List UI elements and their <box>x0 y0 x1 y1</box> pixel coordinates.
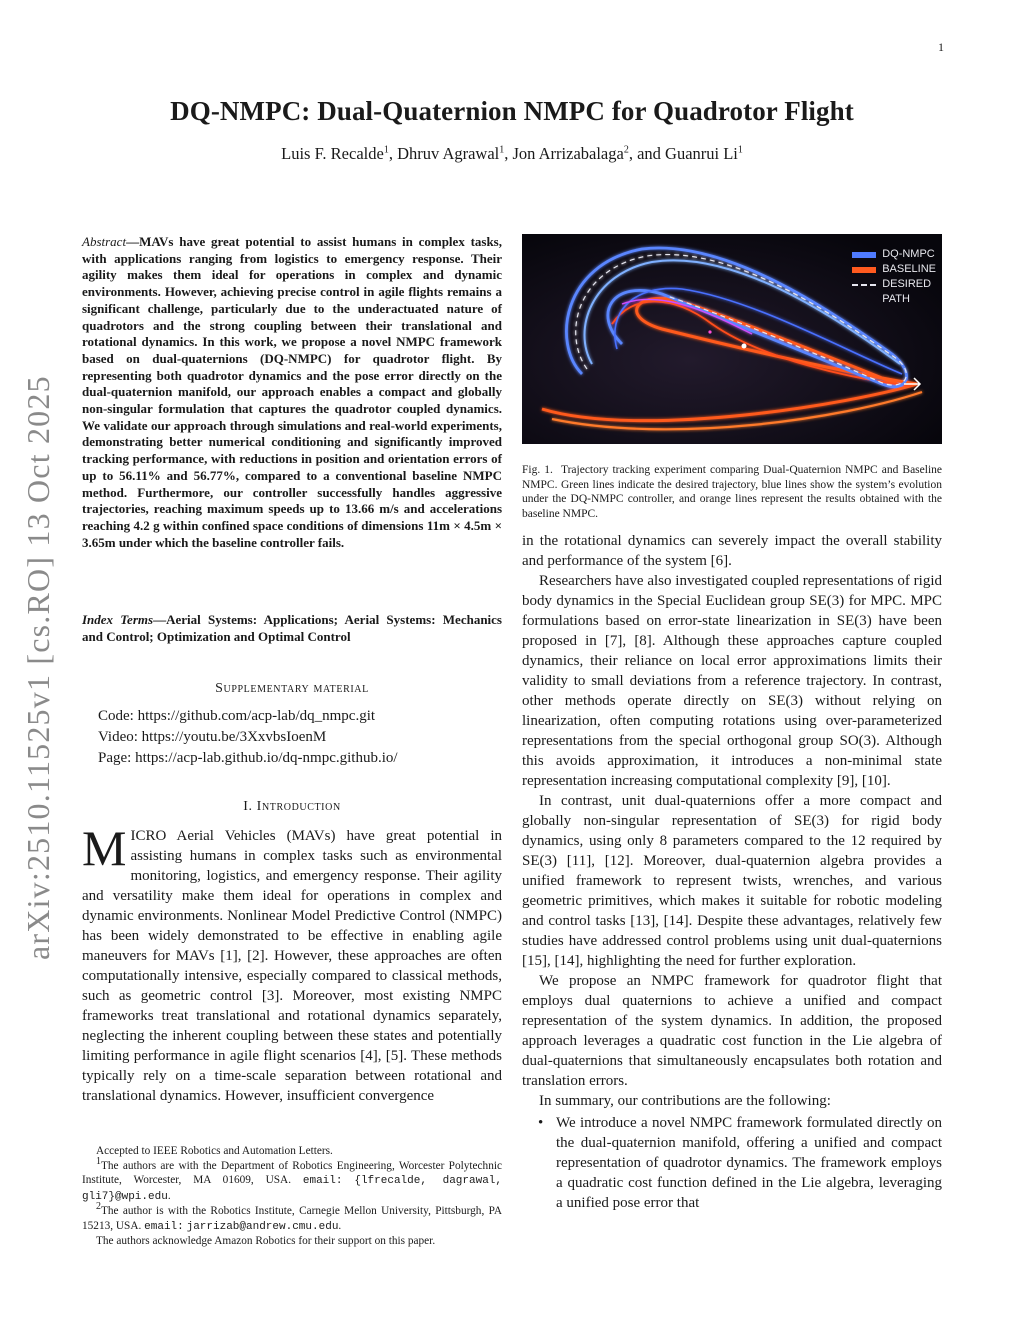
legend-label: DESIRED <box>882 278 932 290</box>
abstract <box>82 234 502 551</box>
contribution-list-item <box>522 1113 942 1213</box>
video-link[interactable]: Video: https://youtu.be/3XxvbsIoenM <box>98 729 327 745</box>
introduction-heading: I. Introduction <box>243 799 341 814</box>
legend-label: DQ-NMPC <box>882 248 935 260</box>
arxiv-stamp: arXiv:2510.11525v1 [cs.RO] 13 Oct 2025 <box>20 375 56 960</box>
paragraph: We propose an NMPC framework for quadrotor flight that employs dual quaternions to achieve a unified and compact representation of the system dynamics. In addition, the proposed approach leverages a quadratic cost function in the Lie algebra of dual-quaternions that simultaneously encapsulates both rotation and translation errors. <box>522 973 942 1089</box>
paragraph: Researchers have also investigated coupled representations of rigid body dynamics in the Special Euclidean group SE(3) for MPC. MPC formulations based on error-state linearization in SE(3) have been proposed in [7], [8]. Although these approaches capture coupled dynamics, their reliance on local error approximations limits their validity to small deviations from a reference trajectory. In contrast, other methods operate directly on SE(3) without relying on linearization, often computing rotations using over-parameterized representations from the special orthogonal group SO(3). Although this avoids approximation, it introduces a non-minimal state representation increasing computational complexity [9], [10]. <box>522 573 942 789</box>
introduction-text: ICRO Aerial Vehicles (MAVs) have great potential in assisting humans in complex tasks such as environmental monitoring, logistics, and emergency response. Their agility and versatility make them ideal for operations in complex and dynamic environments. Nonlinear Model Predictive Control (NMPC) has been widely demonstrated to be effective in enabling agile maneuvers for MAVs [1], [2]. However, these approaches are often computationally intensive, especially compared to classical methods, such as geometric control [3]. Moreover, most existing NMPC frameworks treat translational and rotational dynamics separately, neglecting the inherent coupling between these states and potentially limiting performance in agile flight scenarios [4], [5]. These methods typically rely on a time-scale separation between rotational and translational dynamics. However, insufficient convergence <box>82 828 502 1104</box>
email-label: email: <box>302 1175 343 1187</box>
page-link[interactable]: Page: https://acp-lab.github.io/dq-nmpc.github.io/ <box>98 750 398 766</box>
figure-caption <box>522 463 942 521</box>
footnotes <box>82 1144 502 1249</box>
email-address[interactable]: {lfrecalde, dagrawal, gli7}@wpi.edu <box>82 1175 502 1203</box>
index-terms-text: —Aerial Systems: Applications; Aerial Systems: Mechanics and Control; Optimization and Optimal Control <box>82 612 502 644</box>
code-link[interactable]: Code: https://github.com/acp-lab/dq_nmpc.git <box>98 708 376 724</box>
legend-item-path <box>852 292 936 307</box>
index-terms-label: Index Terms <box>82 612 154 627</box>
legend-label: PATH <box>882 293 910 305</box>
right-column-body <box>522 531 942 1213</box>
author-name: Luis F. Recalde <box>281 144 384 163</box>
contribution-text: We introduce a novel NMPC framework formulated directly on the dual-quaternion manifold, offering a unified and compact representation of quadrotor dynamics. The framework employs a quadratic cost function defined in the Lie algebra, leveraging a unified pose error that <box>556 1115 942 1211</box>
figure-legend <box>852 247 936 307</box>
legend-item-baseline <box>852 262 936 277</box>
light-marker <box>708 330 711 333</box>
footnote-1: $^1$The authors are with the Department of Robotics Engineering, Worcester Polytechnic Institute, Worcester, MA 01609, USA. email: {lfrecalde, dagrawal, gli7}@wpi.edu. <box>82 1155 502 1203</box>
drop-cap: M <box>82 820 127 876</box>
affiliation-mark: 2 <box>623 144 629 156</box>
affiliation-mark: 1 <box>737 144 743 156</box>
abstract-label: Abstract <box>82 234 127 249</box>
introduction-body <box>82 820 502 1106</box>
legend-swatch <box>852 284 876 286</box>
paper-title: DQ-NMPC: Dual-Quaternion NMPC for Quadrotor Flight <box>170 96 854 126</box>
page-number: 1 <box>938 40 944 54</box>
author-list <box>0 144 1024 164</box>
footnote-mark: 2 <box>96 1201 101 1213</box>
author-separator: , <box>504 144 513 163</box>
index-terms <box>82 612 502 645</box>
author-separator: , <box>388 144 398 163</box>
author-name: Jon Arrizabalaga <box>512 144 624 163</box>
bullet-icon: • <box>538 1115 544 1131</box>
author-separator: , and <box>628 144 666 163</box>
trajectory-figure <box>522 234 942 444</box>
abstract-text: —MAVs have great potential to assist humans in complex tasks, with applications ranging from logistics to emergency response. Their agility makes them ideal for operations in complex and dynamic environments. However, achieving precise control in agile flights remains a significant challenge, particularly due to the underactuated nature of quadrotors and the strong coupling between their translational and rotational dynamics. In this work, we propose a novel NMPC framework based on dual-quaternions (DQ-NMPC) for quadrotor flight. By representing both quadrotor dynamics and the pose error directly on the dual-quaternion manifold, our approach enables a compact and globally non-singular formulation that captures the quadrotor coupled dynamics. We validate our approach through simulations and real-world experiments, demonstrating better numerical conditioning and significantly improved tracking performance, with reductions in position and orientation errors of up to 56.11% and 56.77%, compared to a conventional baseline NMPC method. Furthermore, our controller successfully handles aggressive trajectories, reaching maximum speeds up to 13.66 m/s and accelerations reaching 4.2 g within confined space conditions of dimensions 11m × 4.5m × 3.65m under which the baseline controller fails. <box>82 234 502 550</box>
paragraph: In contrast, unit dual-quaternions offer a more compact and globally non-singular representation of SE(3) for rigid body dynamics, using only 8 parameters compared to the 12 required by SE(3) [11], [12]. Moreover, dual-quaternion algebra provides a unified framework to represent twists, wrenches, and various geometric primitives, which makes it suitable for robotic modeling and control tasks [13], [14]. Despite these advantages, relatively few studies have addressed control problems using unit dual-quaternions [15], [14], highlighting the need for further exploration. <box>522 793 942 969</box>
supplementary-heading: Supplementary material <box>215 681 369 696</box>
author-name: Guanrui Li <box>665 144 738 163</box>
email-label: email: <box>144 1220 184 1233</box>
email-address[interactable]: jarrizab@andrew.cmu.edu <box>186 1220 339 1233</box>
affiliation-mark: 1 <box>383 144 389 156</box>
paragraph: In summary, our contributions are the following: <box>539 1093 831 1109</box>
footnote-2: $^2$The author is with the Robotics Institute, Carnegie Mellon University, Pittsburgh, PA 15213, USA. email: jarrizab@andrew.cmu.edu. <box>82 1201 502 1233</box>
paragraph: in the rotational dynamics can severely impact the overall stability and performance of the system [6]. <box>522 533 942 569</box>
footnote-mark: 1 <box>96 1155 101 1167</box>
legend-item-dq-nmpc <box>852 247 936 262</box>
caption-label: Fig. 1. <box>522 464 553 476</box>
acknowledgement: The authors acknowledge Amazon Robotics for their support on this paper. <box>96 1235 436 1247</box>
legend-label: BASELINE <box>882 263 936 275</box>
acceptance-note: Accepted to IEEE Robotics and Automation Letters. <box>96 1145 333 1157</box>
legend-swatch <box>852 252 876 258</box>
footnote-text: The author is with the Robotics Institute, Carnegie Mellon University, Pittsburgh, PA 15213, USA. <box>82 1205 502 1232</box>
author-name: Dhruv Agrawal <box>397 144 500 163</box>
drone-marker <box>742 344 747 349</box>
footnote-text: The authors are with the Department of Robotics Engineering, Worcester Polytechnic Institute, Worcester, MA 01609, USA. <box>82 1159 502 1186</box>
supplementary-links <box>98 706 502 769</box>
legend-swatch <box>852 267 876 273</box>
caption-text: Trajectory tracking experiment comparing Dual-Quaternion NMPC and Baseline NMPC. Green lines indicate the desired trajectory, blue lines show the system’s evolution under the DQ-NMPC controller, and orange lines represent the results obtained with the baseline NMPC. <box>522 464 943 520</box>
legend-swatch-blank <box>852 297 876 303</box>
legend-item-desired <box>852 277 936 292</box>
affiliation-mark: 1 <box>499 144 505 156</box>
